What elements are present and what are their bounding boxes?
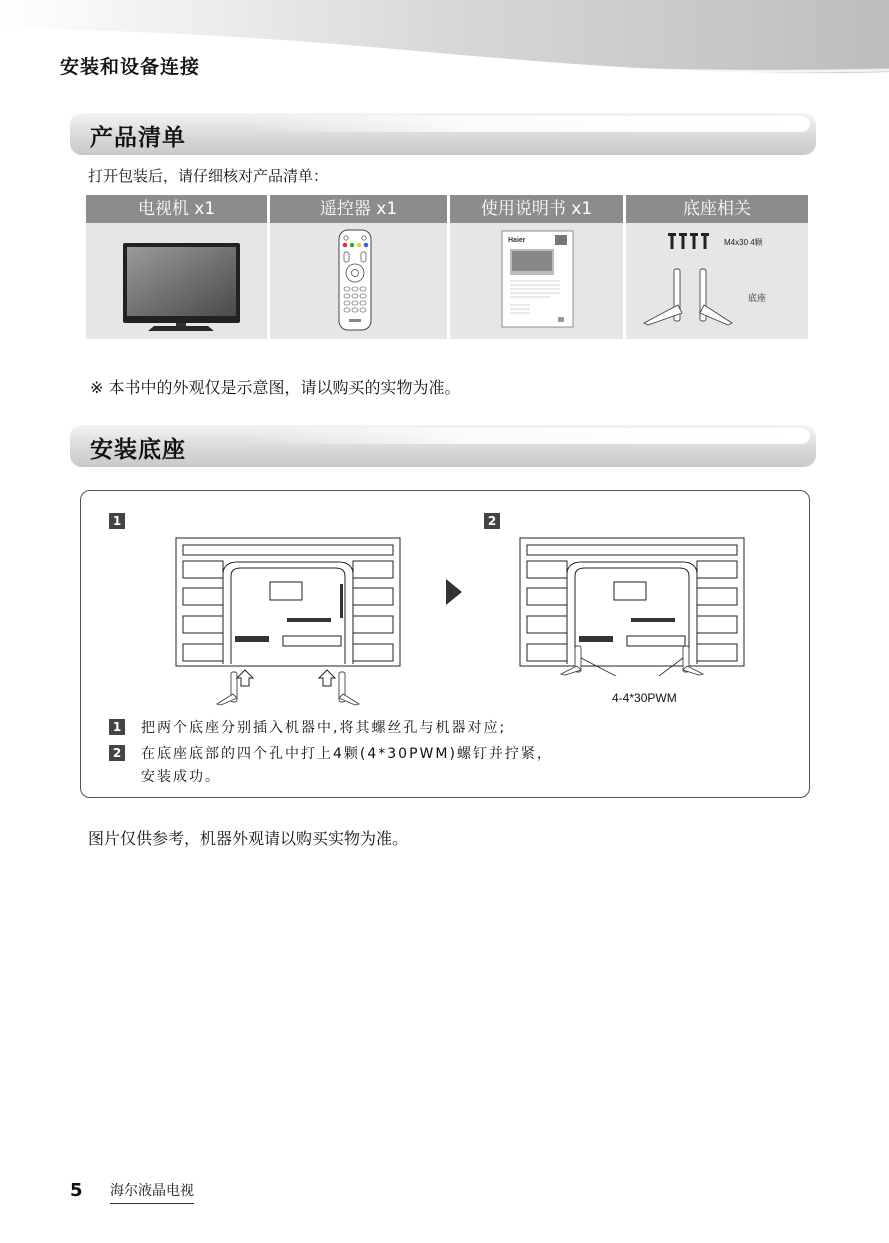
product-list-table [86, 195, 808, 335]
appearance-note: ※ 本书中的外观仅是示意图，请以购买的实物为准。 [90, 378, 461, 397]
product-cell-manual [450, 195, 626, 339]
section-title: 安装底座 [90, 437, 186, 463]
step-number: 1 [109, 719, 125, 735]
stand-feet-icon [644, 269, 732, 325]
base-image [626, 223, 808, 335]
product-label: 电视机 x1 [86, 195, 267, 223]
install-steps-box [80, 490, 810, 798]
manual-image [450, 223, 623, 335]
step-number: 2 [109, 745, 125, 761]
section-title: 产品清单 [90, 125, 186, 151]
product-label: 遥控器 x1 [270, 195, 447, 223]
base-label: 底座 [748, 294, 767, 304]
intro-text: 打开包装后，请仔细核对产品清单： [88, 167, 329, 185]
instruction-text: 在底座底部的四个孔中打上4颗(4*30PWM)螺钉并拧紧， [141, 746, 553, 762]
screw-label: M4x30 4颗 [724, 238, 763, 247]
insert-arrow-icon [237, 670, 335, 686]
footer-text: 海尔液晶电视 [110, 1180, 194, 1204]
manual-brand: Haier [508, 237, 526, 244]
tv-image [86, 223, 267, 335]
chapter-title: 安装和设备连接 [60, 56, 201, 78]
next-step-arrow-icon [444, 577, 464, 607]
instruction-text: 安装成功。 [141, 769, 221, 785]
tv-back-step1-diagram [175, 536, 405, 706]
step-number: 1 [109, 513, 125, 529]
step-number: 2 [484, 513, 500, 529]
product-cell-base [626, 195, 808, 339]
product-label: 使用说明书 x1 [450, 195, 623, 223]
product-cell-remote [270, 195, 450, 339]
screws-icon [668, 233, 709, 249]
product-label: 底座相关 [626, 195, 808, 223]
page-number: 5 [70, 1180, 83, 1201]
section-header-install-base [70, 425, 816, 467]
product-cell-tv [86, 195, 270, 339]
instruction-text: 把两个底座分别插入机器中,将其螺丝孔与机器对应; [141, 720, 507, 736]
reference-note: 图片仅供参考，机器外观请以购买实物为准。 [88, 829, 409, 848]
screw-callout: 4-4*30PWM [612, 691, 677, 705]
section-header-product-list [70, 113, 816, 155]
tv-back-step2-diagram [519, 536, 749, 676]
remote-image [270, 223, 447, 335]
